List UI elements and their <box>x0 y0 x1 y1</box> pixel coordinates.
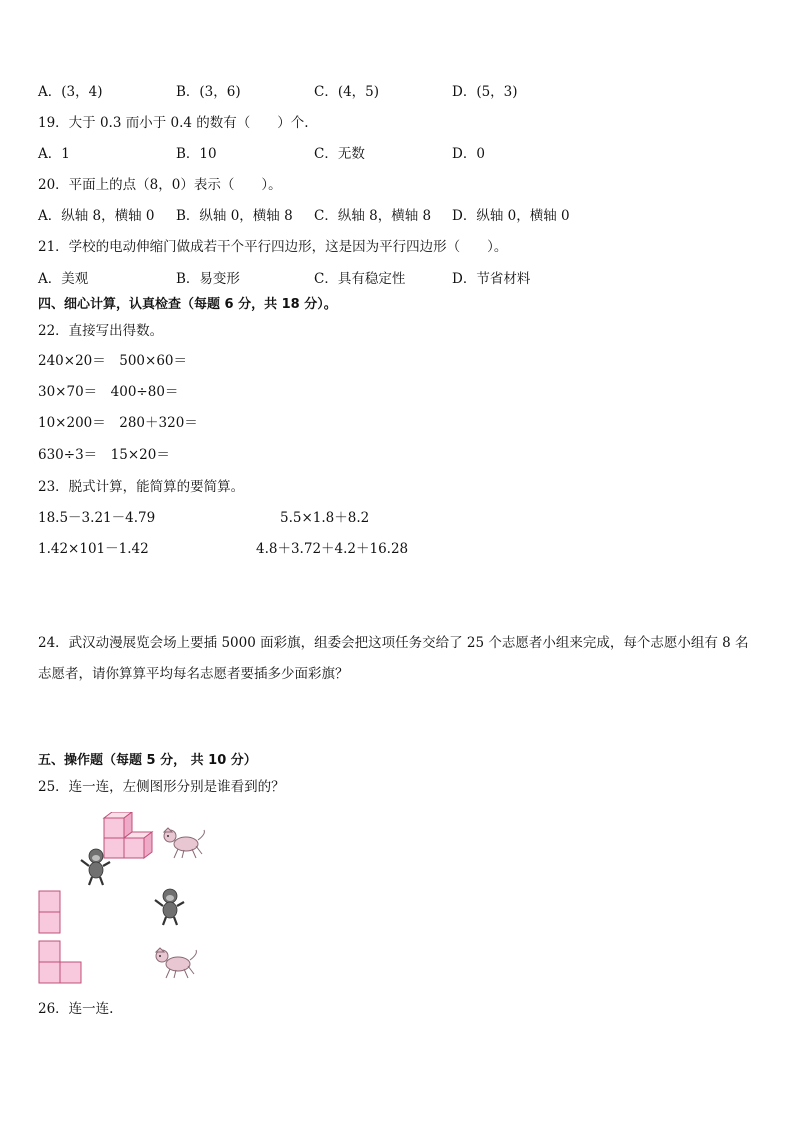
q20-option-b[interactable]: B．纵轴 0，横轴 8 <box>176 208 293 224</box>
q18-option-c[interactable]: C．(4，5) <box>314 84 380 100</box>
q23-stem: 23．脱式计算，能简算的要简算。 <box>38 479 245 495</box>
q21-option-c[interactable]: C．具有稳定性 <box>314 271 406 287</box>
q23-expr-2: 5.5×1.8＋8.2 <box>280 510 370 526</box>
q19-option-b[interactable]: B．10 <box>176 146 217 162</box>
q26-stem: 26．连一连. <box>38 1001 114 1017</box>
q19-option-d[interactable]: D．0 <box>452 146 485 162</box>
q23-expr-4: 4.8＋3.72＋4.2＋16.28 <box>256 541 409 557</box>
dog-icon <box>160 826 208 860</box>
q19-option-a[interactable]: A．1 <box>38 146 70 162</box>
view-shape-l[interactable] <box>38 940 82 984</box>
q21-option-b[interactable]: B．易变形 <box>176 271 240 287</box>
q25-stem: 25．连一连，左侧图形分别是谁看到的？ <box>38 779 285 795</box>
q19-stem: 19．大于 0.3 而小于 0.4 的数有（ ）个. <box>38 115 309 131</box>
q24-line-1: 24．武汉动漫展览会场上要插 5000 面彩旗，组委会把这项任务交给了 25 个志愿者小组来完成，每个志愿小组有 8 名 <box>38 635 749 651</box>
q18-option-a[interactable]: A．(3，4) <box>38 84 103 100</box>
q23-expr-1: 18.5－3.21－4.79 <box>38 510 156 526</box>
q23-expr-3: 1.42×101－1.42 <box>38 541 149 557</box>
section4-title: 四、细心计算，认真检查（每题 6 分，共 18 分）。 <box>38 297 337 312</box>
q18-option-b[interactable]: B．(3，6) <box>176 84 241 100</box>
q22-row-2: 30×70＝ 400÷80＝ <box>38 384 179 400</box>
monkey-icon <box>78 848 114 886</box>
q22-row-4: 630÷3＝ 15×20＝ <box>38 447 170 463</box>
q24-line-2: 志愿者，请你算算平均每名志愿者要插多少面彩旗？ <box>38 666 349 682</box>
q22-row-1: 240×20＝ 500×60＝ <box>38 353 188 369</box>
q20-option-c[interactable]: C．纵轴 8，横轴 8 <box>314 208 432 224</box>
section5-title: 五、操作题（每题 5 分， 共 10 分） <box>38 753 257 768</box>
monkey-option-icon[interactable] <box>152 888 188 926</box>
q21-option-d[interactable]: D．节省材料 <box>452 271 531 287</box>
q20-option-d[interactable]: D．纵轴 0，横轴 0 <box>452 208 570 224</box>
q19-option-c[interactable]: C．无数 <box>314 146 365 162</box>
dog-option-icon[interactable] <box>152 946 200 980</box>
q21-stem: 21．学校的电动伸缩门做成若干个平行四边形，这是因为平行四边形（ ）。 <box>38 239 508 255</box>
q20-stem: 20．平面上的点（8，0）表示（ ）。 <box>38 177 282 193</box>
view-shape-column[interactable] <box>38 890 62 934</box>
q20-option-a[interactable]: A．纵轴 8，横轴 0 <box>38 208 155 224</box>
q22-stem: 22．直接写出得数。 <box>38 323 164 339</box>
q21-option-a[interactable]: A．美观 <box>38 271 89 287</box>
q22-row-3: 10×200＝ 280＋320＝ <box>38 415 198 431</box>
q18-option-d[interactable]: D．(5，3) <box>452 84 518 100</box>
